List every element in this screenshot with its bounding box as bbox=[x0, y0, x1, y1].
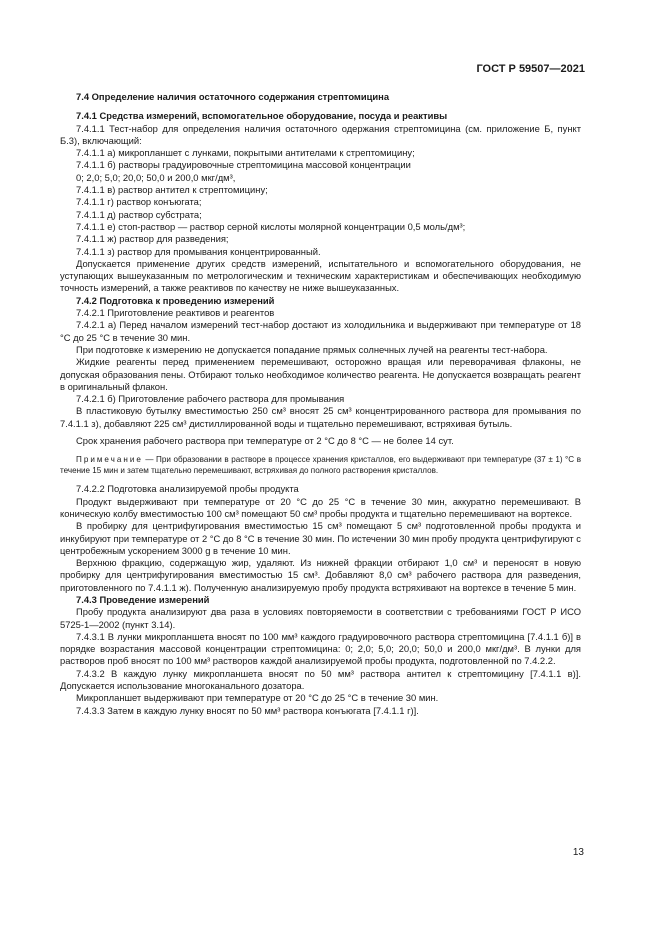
paragraph: 7.4.1.1 е) стоп-раствор — раствор серной кислоты молярной концентрации 0,5 моль/дм³; bbox=[76, 220, 466, 232]
paragraph: 7.4.1.1 з) раствор для промывания концентрированный. bbox=[76, 245, 321, 257]
paragraph: 7.4.1.1 г) раствор конъюгата; bbox=[76, 196, 202, 208]
paragraph: Пробу продукта анализируют два раза в условиях повторяемости в соответствии с требованиями ГОСТ Р ИСО 5725-1—2002 (пункт 3.14). bbox=[60, 606, 581, 630]
paragraph: 7.4.2.2 Подготовка анализируемой пробы продукта bbox=[76, 483, 299, 495]
paragraph: Срок хранения рабочего раствора при температуре от 2 °С до 8 °С — не более 14 сут. bbox=[76, 435, 454, 447]
section-heading: 7.4.3 Проведение измерений bbox=[76, 593, 210, 605]
document-body bbox=[60, 91, 581, 717]
paragraph: Допускается применение других средств измерений, испытательного и вспомогательного оборудования, не уступающих вышеуказанным по метрологическим и техническим характеристикам и обеспечивающих необходимую точность измерений, а также реактивов по качеству не ниже вышеуказанных. bbox=[60, 257, 581, 294]
paragraph: 7.4.2.1 Приготовление реактивов и реагентов bbox=[76, 307, 275, 319]
section-heading: 7.4 Определение наличия остаточного содержания стрептомицина bbox=[76, 91, 390, 102]
paragraph: Продукт выдерживают при температуре от 20 °С до 25 °С в течение 30 мин, аккуратно перемешивают. В коническую колбу вместимостью 100 см³ помещают 50 см³ пробы продукта и тщательно перемешивают на вортексе. bbox=[60, 495, 581, 519]
note-paragraph bbox=[60, 454, 581, 476]
note-text: — При образовании в растворе в процессе хранения кристаллов, его выдерживают при температуре (37 ± 1) °С в течение 15 мин и затем тщательно перемешивают, встряхивая до полного растворения кристаллов. bbox=[60, 455, 581, 476]
paragraph: 0; 2,0; 5,0; 20,0; 50,0 и 200,0 мкг/дм³, bbox=[76, 171, 236, 183]
paragraph: 7.4.1.1 Тест-набор для определения наличия остаточного одержания стрептомицина (см. приложение Б, пункт Б.3), включающий: bbox=[60, 122, 581, 146]
paragraph: Жидкие реагенты перед применением перемешивают, осторожно вращая или переворачивая флаконы, не допуская образования пены. Отбирают только необходимое количество реагента. Не допускается возвращать реагент в оригинальный флакон. bbox=[60, 356, 581, 392]
paragraph: 7.4.1.1 в) раствор антител к стрептомицину; bbox=[76, 184, 268, 196]
paragraph: В пробирку для центрифугирования вместимостью 15 см³ помещают 5 см³ подготовленной пробы продукта и инкубируют при температуре от 2 °С до 8 °С в течение 30 мин. По истечении 30 мин пробу продукта центрифугируют с центробежным ускорением 3000 g в течение 10 мин. bbox=[60, 520, 581, 556]
paragraph: 7.4.1.1 а) микропланшет с лунками, покрытыми антителами к стрептомицину; bbox=[76, 147, 415, 159]
paragraph: 7.4.3.3 Затем в каждую лунку вносят по 50 мм³ раствора конъюгата [7.4.1.1 г)]. bbox=[76, 704, 419, 716]
note-label: Примечание bbox=[76, 455, 143, 465]
paragraph: При подготовке к измерению не допускается попадание прямых солнечных лучей на реагенты тест-набора. bbox=[76, 343, 548, 355]
paragraph: В пластиковую бутылку вместимостью 250 см³ вносят 25 см³ концентрированного раствора для промывания по 7.4.1.1 з), добавляют 225 см³ дистиллированной воды и тщательно перемешивают, встряхивая бутыль. bbox=[60, 405, 581, 429]
page-number: 13 bbox=[572, 847, 584, 858]
section-heading: 7.4.2 Подготовка к проведению измерений bbox=[76, 294, 275, 306]
paragraph: 7.4.1.1 д) раствор субстрата; bbox=[76, 208, 202, 220]
paragraph: 7.4.2.1 б) Приготовление рабочего раствора для промывания bbox=[76, 393, 345, 405]
section-heading: 7.4.1 Средства измерений, вспомогательное оборудование, посуда и реактивы bbox=[76, 110, 448, 122]
paragraph: 7.4.3.1 В лунки микропланшета вносят по 100 мм³ каждого градуировочного раствора стрептомицина [7.4.1.1 б)] в порядке возрастания массовой концентрации стрептомицина: 0; 2,0; 5,0; 20,0; 50,0 и 200,0 мкг/дм³. В лунки для растворов проб вносят по 100 мм³ растворов каждой анализируемой пробы продукта, подготовленной по 7.4.2.2. bbox=[60, 630, 581, 667]
paragraph: Верхнюю фракцию, содержащую жир, удаляют. Из нижней фракции отбирают 1,0 см³ и переносят в новую пробирку для центрифугирования вместимостью 15 см³. Добавляют 8,0 см³ рабочего раствора для разведения, приготовленного по 7.4.1.1 ж). Полученную анализируемую пробу продукта встряхивают на вортексе в течение 5 мин. bbox=[60, 557, 581, 593]
paragraph: 7.4.1.1 ж) раствор для разведения; bbox=[76, 233, 229, 245]
paragraph: 7.4.2.1 а) Перед началом измерений тест-набор достают из холодильника и выдерживают при температуре от 18 °С до 25 °С в течение 30 мин. bbox=[60, 319, 581, 343]
paragraph: 7.4.3.2 В каждую лунку микропланшета вносят по 50 мм³ раствора антител к стрептомицину [7.4.1.1 в)]. Допускается использование многоканального дозатора. bbox=[60, 667, 581, 692]
paragraph: Микропланшет выдерживают при температуре от 20 °С до 25 °С в течение 30 мин. bbox=[76, 692, 439, 704]
document-header: ГОСТ Р 59507—2021 bbox=[476, 63, 585, 75]
paragraph: 7.4.1.1 б) растворы градуировочные стрептомицина массовой концентрации bbox=[76, 159, 411, 171]
